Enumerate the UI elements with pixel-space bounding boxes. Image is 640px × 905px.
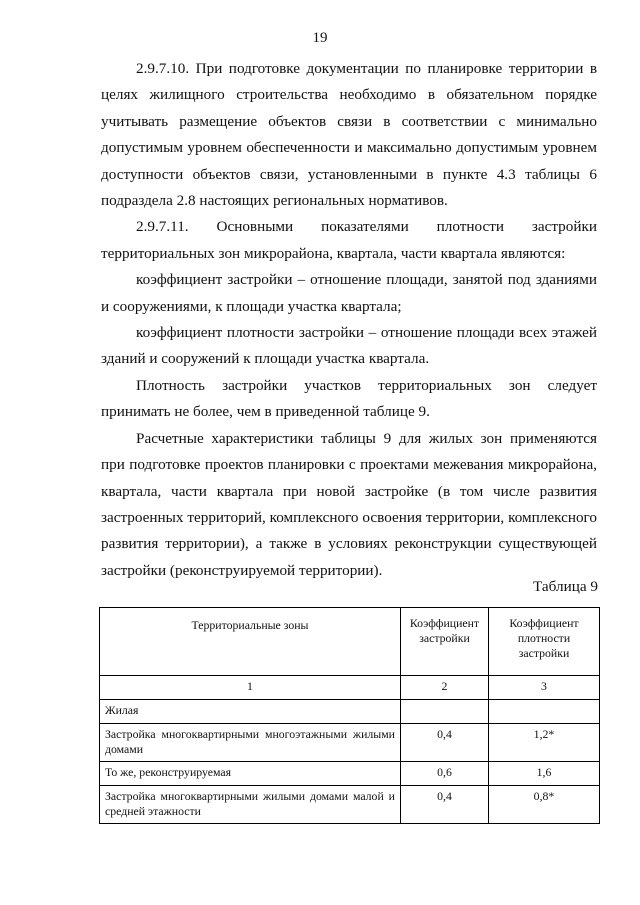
paragraph-definition-coefficient: коэффициент застройки – отношение площади, занятой под зданиями и сооружениями, к площади участка квартала; [101, 271, 597, 315]
paragraph-2-9-7-11: 2.9.7.11. Основными показателями плотности застройки территориальных зон микрорайона, квартала, части квартала являются: [101, 218, 597, 262]
density-table [99, 607, 600, 824]
body-text [101, 56, 597, 584]
column-number: 1 [100, 676, 401, 700]
coefficient-value: 0,6 [401, 762, 489, 786]
page-number: 19 [312, 30, 328, 46]
density-value: 1,2* [489, 724, 600, 762]
density-value: 1,6 [489, 762, 600, 786]
table-column-numbers-row [100, 676, 600, 700]
header-zones: Территориальные зоны [100, 608, 401, 676]
paragraph-2-9-7-10: 2.9.7.10. При подготовке документации по планировке территории в целях жилищного строительства необходимо в обязательном порядке учитывать размещение объектов связи в соответствии с минимально допустимым уровнем обеспеченности и максимально допустимым уровнем доступности объектов связи, установленными в пункте 4.3 таблицы 6 подраздела 2.8 настоящих региональных нормативов. [101, 60, 597, 210]
table-caption: Таблица 9 [533, 578, 598, 595]
table-header-row [100, 608, 600, 676]
column-number: 3 [489, 676, 600, 700]
paragraph-density-limit: Плотность застройки участков территориальных зон следует принимать не более, чем в приведенной таблице 9. [101, 376, 597, 421]
table-section-row [100, 700, 600, 724]
coefficient-value: 0,4 [401, 786, 489, 824]
paragraph-definition-density: коэффициент плотности застройки – отношение площади всех этажей зданий и сооружений к площади участка квартала. [101, 324, 597, 368]
empty-cell [401, 700, 489, 724]
zone-name: Застройка многоквартирными многоэтажными жилыми домами [100, 724, 401, 762]
empty-cell [489, 700, 600, 724]
zone-name: Застройка многоквартирными жилыми домами малой и средней этажности [100, 786, 401, 824]
density-value: 0,8* [489, 786, 600, 824]
zone-name: То же, реконструируемая [100, 762, 401, 786]
table-row [100, 724, 600, 762]
header-density: Коэффициент плотности застройки [489, 608, 600, 676]
column-number: 2 [401, 676, 489, 700]
paragraph-calculation-note: Расчетные характеристики таблицы 9 для жилых зон применяются при подготовке проектов планировки с проектами межевания микрорайона, квартала, части квартала при новой застройке (в том числе развития застроенных территорий, комплексного освоения территории, комплексного развития территории), а также в условиях реконструкции существующей застройки (реконструируемой территории). [101, 429, 597, 579]
coefficient-value: 0,4 [401, 724, 489, 762]
header-coefficient: Коэффициент застройки [401, 608, 489, 676]
table-row [100, 786, 600, 824]
section-label: Жилая [100, 700, 401, 724]
table-row [100, 762, 600, 786]
